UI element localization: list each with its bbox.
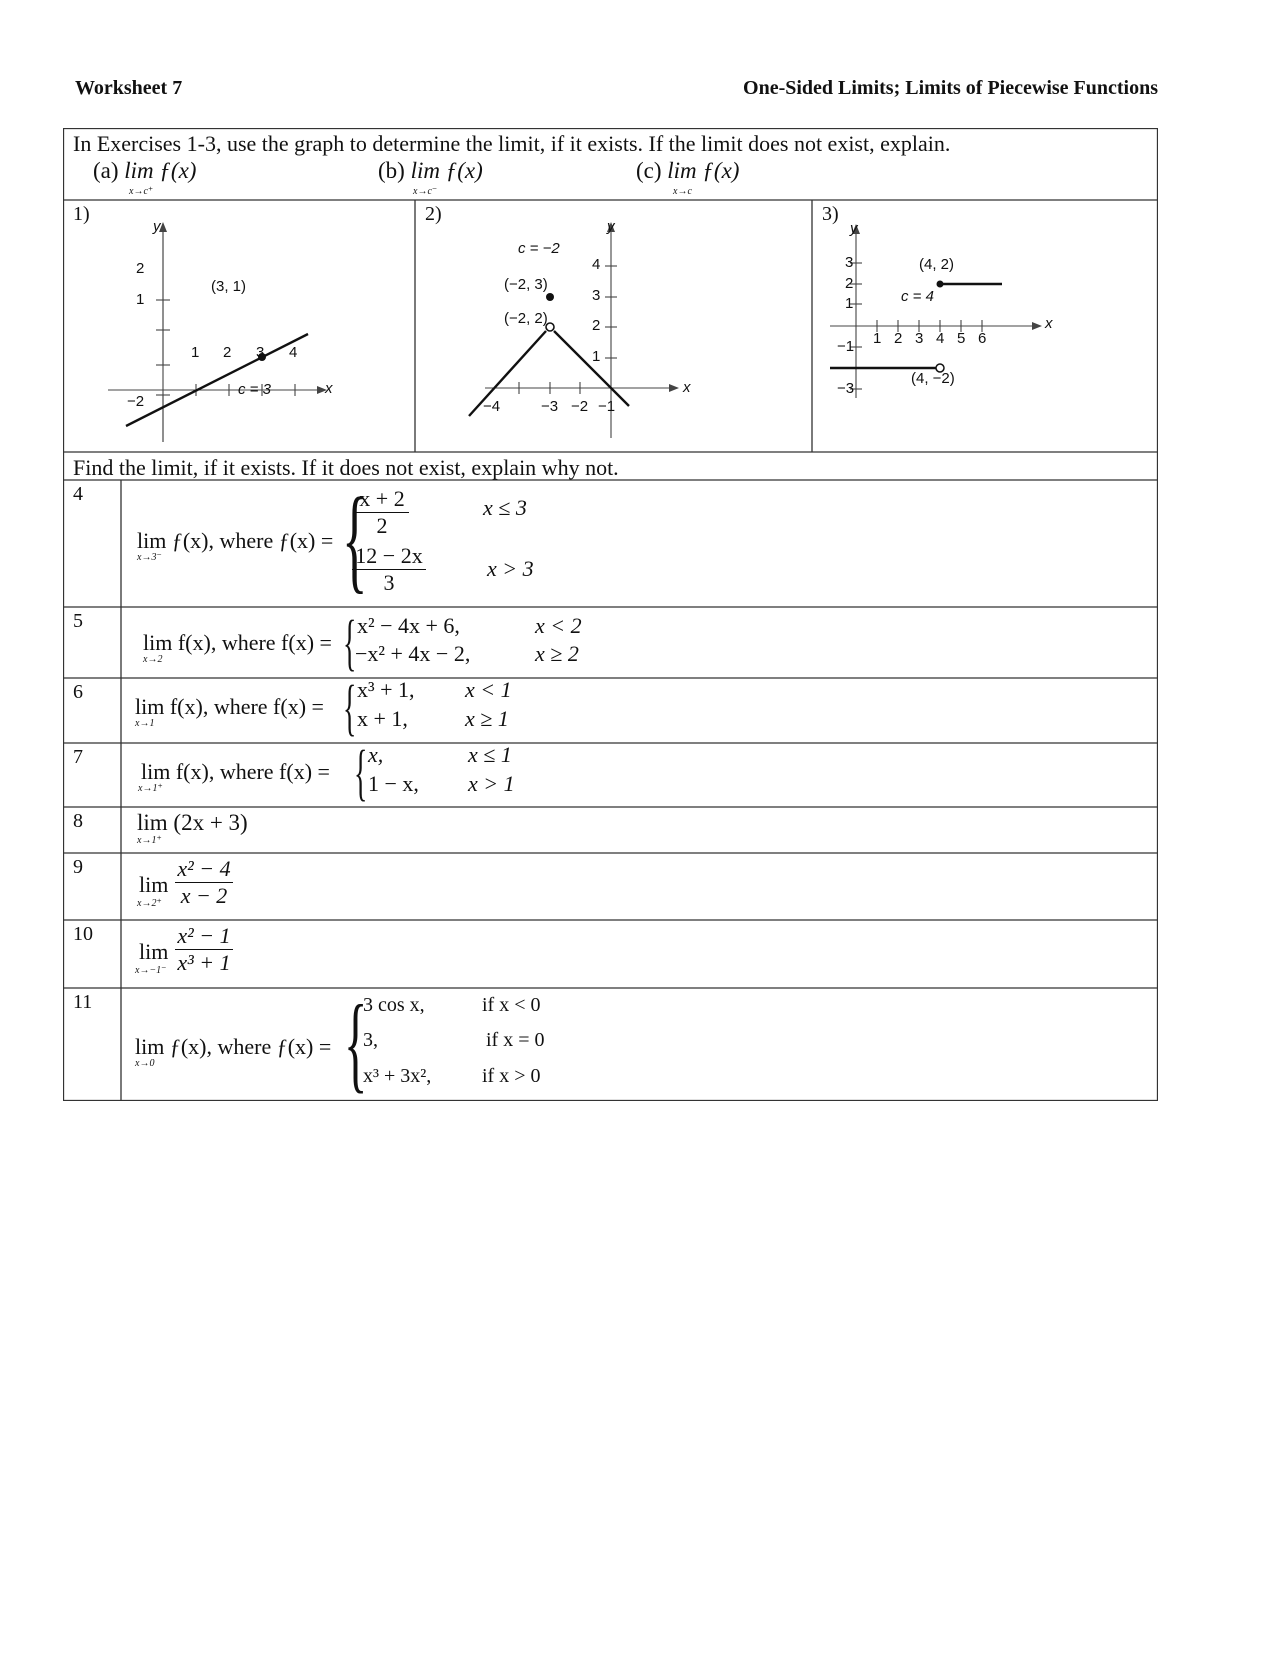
graph-3-xtick: 1 bbox=[873, 330, 882, 347]
graph-1-c-label: c = 3 bbox=[238, 381, 271, 398]
problem-5-brace: { bbox=[343, 609, 357, 677]
graph-3 bbox=[812, 200, 1158, 452]
problem-9-fraction bbox=[175, 856, 233, 909]
problem-11-limit: lim ƒ(x), where ƒ(x) = bbox=[135, 1034, 332, 1059]
problem-11-case1-cond: if x < 0 bbox=[482, 994, 541, 1016]
problem-11-case2-cond: if x = 0 bbox=[486, 1029, 545, 1051]
problem-9-numerator: x² − 4 bbox=[175, 856, 233, 883]
graph-1-x-label: x bbox=[325, 380, 333, 397]
problem-7-case1-cond: x ≤ 1 bbox=[468, 742, 512, 767]
graph-2-ytick: 2 bbox=[592, 317, 601, 334]
graph-3-xtick: 6 bbox=[978, 330, 987, 347]
problem-5-limit: lim f(x), where f(x) = bbox=[143, 630, 332, 655]
part-a-sub: x→c⁺ bbox=[129, 186, 154, 197]
graph-3-point-label: (4, −2) bbox=[911, 370, 955, 387]
part-a bbox=[93, 158, 196, 184]
graph-3-y-label: y bbox=[850, 220, 858, 237]
problem-4-case1-num: x + 2 bbox=[355, 486, 409, 513]
graph-1-ytick: 2 bbox=[136, 260, 145, 277]
problem-10-fraction bbox=[175, 923, 233, 976]
problem-6-case1: x³ + 1, bbox=[357, 677, 415, 702]
problem-4-limit: lim ƒ(x), where ƒ(x) = bbox=[137, 528, 334, 553]
graph-3-number: 3) bbox=[822, 203, 839, 225]
graph-2-xtick: −1 bbox=[598, 398, 616, 415]
problem-6-limit: lim f(x), where f(x) = bbox=[135, 694, 324, 719]
graph-3-xtick: 5 bbox=[957, 330, 966, 347]
part-b-expr: lim ƒ(x) bbox=[410, 158, 483, 183]
problem-6-case1-cond: x < 1 bbox=[465, 677, 512, 702]
problem-4-case1-den: 2 bbox=[376, 513, 388, 538]
graph-2-ytick: 3 bbox=[592, 287, 601, 304]
graph-1-xtick: 4 bbox=[289, 344, 298, 361]
graph-2-xtick: −2 bbox=[571, 398, 589, 415]
worksheet-title: Worksheet 7 bbox=[75, 77, 183, 99]
graph-3-xtick: 4 bbox=[936, 330, 945, 347]
graph-2-point-label: (−2, 2) bbox=[504, 310, 548, 327]
graph-3-ytick: 3 bbox=[845, 254, 854, 271]
problem-6-brace: { bbox=[343, 674, 357, 742]
problem-4-case2-num: 12 − 2x bbox=[352, 543, 426, 570]
problem-7-sub: x→1⁺ bbox=[138, 783, 163, 794]
graph-1-xtick: 2 bbox=[223, 344, 232, 361]
problem-5-case1: x² − 4x + 6, bbox=[357, 613, 460, 638]
problem-4-case2-den: 3 bbox=[383, 570, 395, 595]
problem-4-sub: x→3⁻ bbox=[137, 552, 162, 563]
problem-6-case2: x + 1, bbox=[357, 706, 408, 731]
problem-number: 8 bbox=[73, 810, 83, 832]
graph-2-x-label: x bbox=[683, 379, 691, 396]
graph-1 bbox=[63, 200, 415, 452]
problem-4-case1-fraction bbox=[355, 486, 409, 539]
problem-4-case2-cond: x > 3 bbox=[487, 556, 534, 581]
problem-11-case3-cond: if x > 0 bbox=[482, 1065, 541, 1087]
problem-7-case2-cond: x > 1 bbox=[468, 771, 515, 796]
problem-4-brace: { bbox=[342, 473, 368, 604]
part-c-label: (c) bbox=[636, 158, 662, 183]
graph-3-ytick: −1 bbox=[837, 338, 855, 355]
problem-4-case2-fraction bbox=[352, 543, 426, 596]
part-a-label: (a) bbox=[93, 158, 119, 183]
problem-9-sub: x→2⁺ bbox=[137, 898, 162, 909]
graph-1-y-label: y bbox=[153, 218, 161, 235]
graph-3-ytick: −3 bbox=[837, 380, 855, 397]
problem-9-denominator: x − 2 bbox=[180, 883, 228, 908]
problem-11-sub: x→0 bbox=[135, 1058, 155, 1069]
problem-10-sub: x→−1⁻ bbox=[135, 965, 167, 976]
problem-6-sub: x→1 bbox=[135, 718, 155, 729]
problem-5-sub: x→2 bbox=[143, 654, 163, 665]
graph-2-c-label: c = −2 bbox=[518, 240, 560, 257]
problem-6-case2-cond: x ≥ 1 bbox=[465, 706, 509, 731]
part-c-sub: x→c bbox=[673, 186, 692, 197]
problem-number: 11 bbox=[73, 991, 93, 1013]
graph-2-xtick: −4 bbox=[483, 398, 501, 415]
graph-2-xtick: −3 bbox=[541, 398, 559, 415]
worksheet-topic: One-Sided Limits; Limits of Piecewise Functions bbox=[743, 77, 1158, 99]
problem-8-limit: lim (2x + 3) bbox=[137, 810, 248, 835]
problem-11-case1: 3 cos x, bbox=[363, 994, 425, 1016]
graph-1-xtick: 3 bbox=[256, 344, 265, 361]
problem-11-brace: { bbox=[344, 984, 368, 1103]
problem-7-brace: { bbox=[354, 739, 368, 807]
find-instructions: Find the limit, if it exists. If it does not exist, explain why not. bbox=[73, 455, 619, 480]
graph-2-ytick: 1 bbox=[592, 348, 601, 365]
problem-5-case2-cond: x ≥ 2 bbox=[535, 641, 579, 666]
graph-1-ytick: 1 bbox=[136, 291, 145, 308]
problem-10-numerator: x² − 1 bbox=[175, 923, 233, 950]
graph-3-ytick: 1 bbox=[845, 295, 854, 312]
graph-3-ytick: 2 bbox=[845, 275, 854, 292]
graph-3-xtick: 3 bbox=[915, 330, 924, 347]
graph-3-point-label: (4, 2) bbox=[919, 256, 955, 273]
graph-1-point-label: (3, 1) bbox=[211, 278, 247, 295]
graph-3-x-label: x bbox=[1045, 315, 1053, 332]
problem-number: 5 bbox=[73, 610, 83, 632]
problem-number: 4 bbox=[73, 483, 83, 505]
problem-11-case3: x³ + 3x², bbox=[363, 1065, 432, 1087]
problem-7-limit: lim f(x), where f(x) = bbox=[141, 759, 330, 784]
problem-number: 7 bbox=[73, 746, 83, 768]
problem-7-case2: 1 − x, bbox=[368, 771, 419, 796]
problem-8-sub: x→1⁺ bbox=[137, 835, 162, 846]
graph-1-number: 1) bbox=[73, 203, 90, 225]
problem-5-case1-cond: x < 2 bbox=[535, 613, 582, 638]
problem-number: 9 bbox=[73, 856, 83, 878]
problem-4-case1-cond: x ≤ 3 bbox=[483, 495, 527, 520]
graph-3-xtick: 2 bbox=[894, 330, 903, 347]
graph-1-ytick: −2 bbox=[127, 393, 145, 410]
problem-9-limit: lim bbox=[139, 872, 169, 897]
graph-2-number: 2) bbox=[425, 203, 442, 225]
instructions: In Exercises 1-3, use the graph to determine the limit, if it exists. If the limit does not exist, explain. bbox=[73, 131, 951, 156]
part-c bbox=[636, 158, 739, 184]
worksheet-table bbox=[63, 128, 1158, 1101]
problem-10-denominator: x³ + 1 bbox=[177, 950, 231, 975]
part-b-sub: x→c⁻ bbox=[413, 186, 438, 197]
part-a-expr: lim ƒ(x) bbox=[124, 158, 197, 183]
problem-11-case2: 3, bbox=[363, 1029, 378, 1051]
graph-2-y-label: y bbox=[607, 218, 615, 235]
problem-number: 6 bbox=[73, 681, 83, 703]
problem-7-case1: x, bbox=[368, 742, 384, 767]
part-b-label: (b) bbox=[378, 158, 405, 183]
part-c-expr: lim ƒ(x) bbox=[667, 158, 740, 183]
problem-10-limit: lim bbox=[139, 939, 169, 964]
graph-3-c-label: c = 4 bbox=[901, 288, 934, 305]
part-b bbox=[378, 158, 483, 184]
graph-2-ytick: 4 bbox=[592, 256, 601, 273]
problem-number: 10 bbox=[73, 923, 93, 945]
graph-2-point-label: (−2, 3) bbox=[504, 276, 548, 293]
graph-1-xtick: 1 bbox=[191, 344, 200, 361]
problem-5-case2: −x² + 4x − 2, bbox=[355, 641, 471, 666]
